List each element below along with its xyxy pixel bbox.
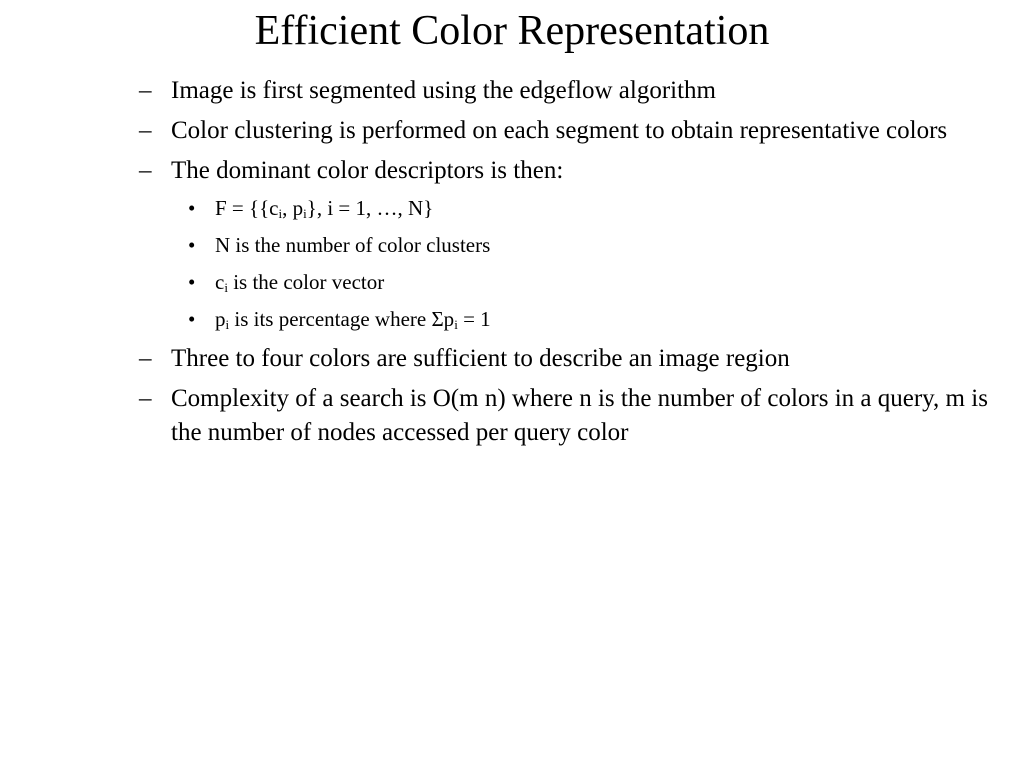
bullet-marker: • — [188, 196, 196, 220]
bullet-text: Complexity of a search is O(m n) where n is the number of colors in a query, m is the number of nodes accessed per query color — [171, 385, 988, 446]
dash-marker: – — [139, 117, 152, 144]
bullet-item — [136, 154, 996, 188]
formula-part: , p — [282, 196, 304, 220]
bullet-marker: • — [188, 233, 196, 257]
sub-bullet-n-definition — [136, 231, 996, 260]
subscript: i — [225, 317, 230, 332]
bullet-text: Image is first segmented using the edgeflow algorithm — [171, 77, 717, 104]
bullet-marker: • — [188, 307, 196, 331]
bullet-marker: • — [188, 270, 196, 294]
sub-bullet-text: N is the number of color clusters — [215, 233, 491, 257]
formula-part: F = {{c — [215, 196, 279, 220]
bullet-item — [136, 114, 996, 148]
bullet-item — [136, 382, 996, 450]
variable: p — [215, 307, 226, 331]
bullet-item — [136, 74, 996, 108]
sub-bullet-c-definition — [136, 268, 996, 297]
subscript: i — [224, 280, 228, 295]
subscript: i — [303, 206, 307, 221]
sub-bullet-text: = 1 — [457, 307, 491, 331]
sub-bullet-formula — [136, 194, 996, 223]
formula-part: }, i = 1, …, N} — [306, 196, 434, 220]
dash-marker: – — [139, 345, 152, 372]
variable: c — [215, 270, 225, 294]
subscript: i — [454, 317, 458, 332]
bullet-item — [136, 342, 996, 376]
dash-marker: – — [139, 157, 152, 184]
dash-marker: – — [139, 385, 152, 412]
sub-bullet-p-definition — [136, 305, 996, 334]
sub-bullet-list — [136, 194, 996, 334]
bullet-list — [136, 74, 996, 456]
slide-title: Efficient Color Representation — [254, 8, 770, 54]
sub-bullet-text: is its percentage where Σp — [229, 307, 455, 331]
sub-bullet-text: is the color vector — [227, 270, 385, 294]
bullet-text: Three to four colors are sufficient to describe an image region — [171, 345, 790, 372]
dash-marker: – — [139, 77, 152, 104]
subscript: i — [278, 206, 283, 221]
bullet-text: Color clustering is performed on each segment to obtain representative colors — [171, 117, 948, 144]
bullet-text: The dominant color descriptors is then: — [171, 157, 564, 184]
